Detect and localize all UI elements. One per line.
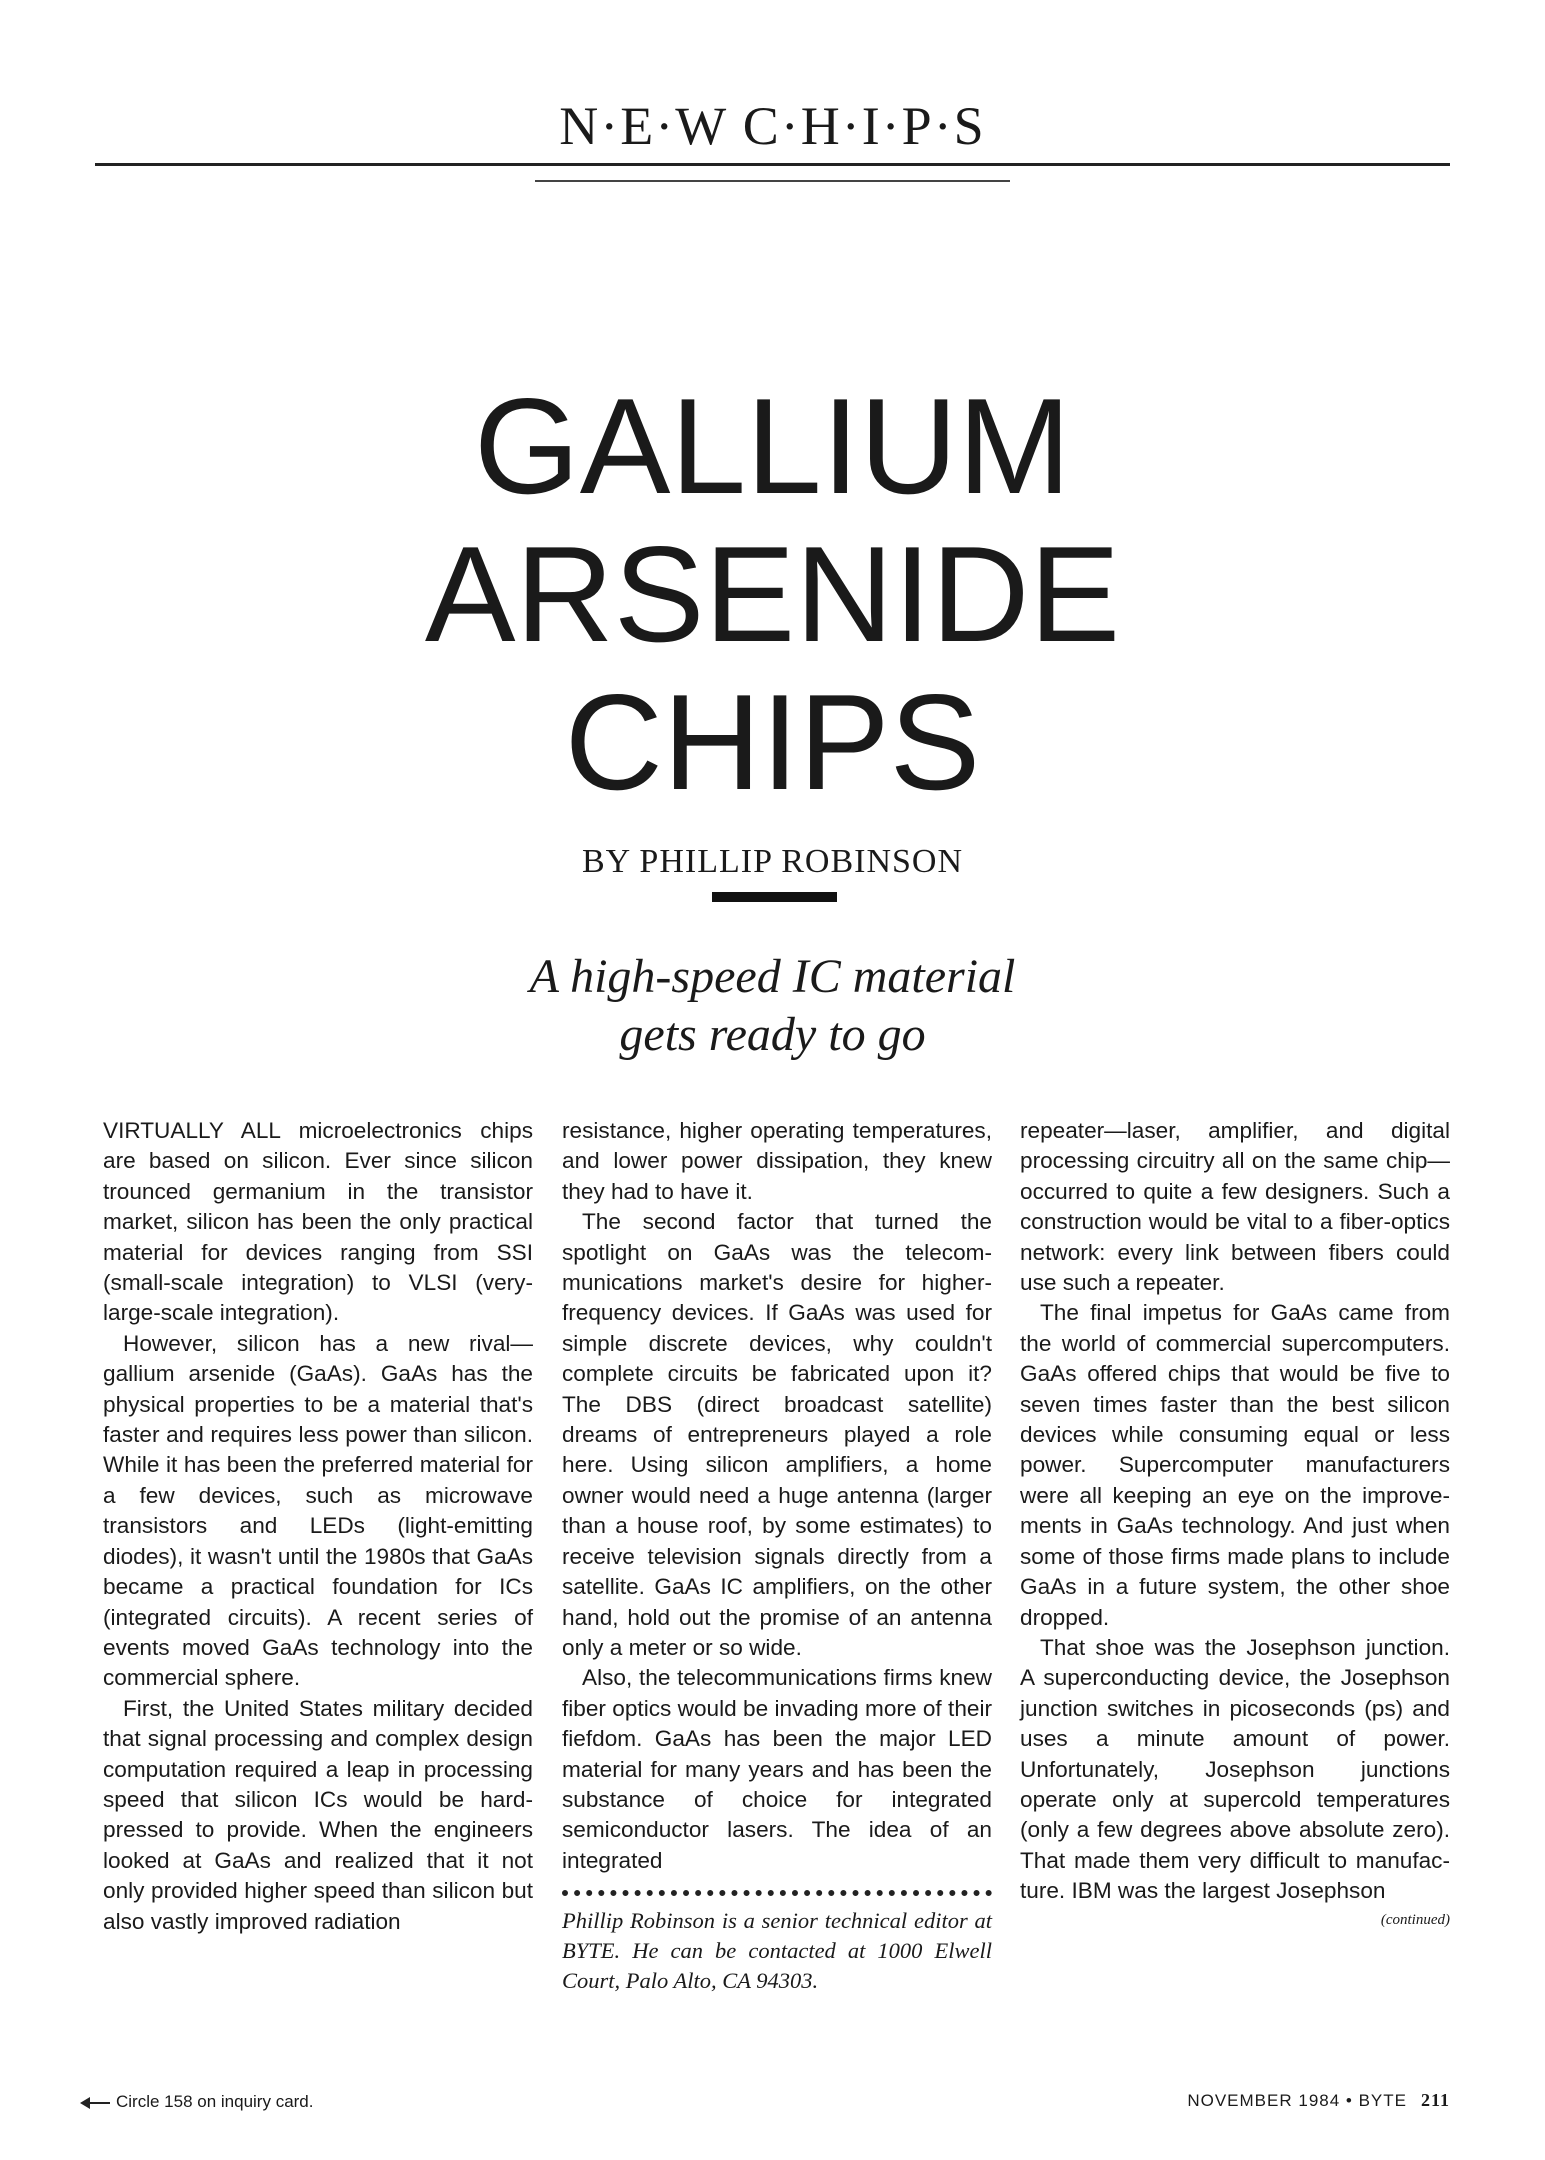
- deck-line-1: A high-speed IC material: [529, 950, 1016, 1003]
- author-bio: Phillip Robinson is a senior technical editor at BYTE. He can be contacted at 1000 Elwell Court, Palo Alto, CA 94303.: [562, 1908, 992, 1994]
- paragraph: That shoe was the Josephson junction. A superconducting device, the Josephson junction switches in picoseconds (ps) and uses a minute amount of power. Unfortunately, Josephson junctions operate only at supercold temperatures (only a few degrees above absolute zero). That made them very difficult to manufacture. IBM was the largest Josephson: [1020, 1634, 1450, 1904]
- article-title: [0, 372, 1545, 816]
- bio-divider: [562, 1890, 992, 1896]
- column-2: [562, 1116, 992, 1996]
- column-3: [1020, 1116, 1450, 1931]
- column-1: [103, 1116, 533, 1937]
- paragraph: VIRTUALLY ALL microelectronics chips are based on silicon. Ever since silicon trounced germanium in the transistor market, silicon has been the only practical material for devices ranging from SSI (small-scale integration) to VLSI (very-large-scale integration).: [103, 1118, 533, 1326]
- continued-label: (continued): [1380, 1911, 1450, 1928]
- paragraph: Also, the telecommunications firms knew fiber optics would be invading more of their fiefdom. GaAs has been the major LED material for many years and has been the substance of choice for integrated semiconductor lasers. The idea of an integrated: [562, 1665, 992, 1873]
- title-line-1: GALLIUM: [473, 370, 1072, 522]
- title-line-3: CHIPS: [564, 666, 981, 818]
- byline: BY PHILLIP ROBINSON: [581, 843, 964, 880]
- arrow-left-icon: [82, 2102, 110, 2104]
- header-rule: [95, 163, 1450, 166]
- footer-folio: [1187, 2090, 1450, 2111]
- footer-issue: NOVEMBER 1984 • BYTE: [1187, 2091, 1407, 2110]
- header-underline: [535, 180, 1010, 182]
- title-line-2: ARSENIDE: [424, 518, 1121, 670]
- paragraph: resistance, higher operating temperatures, and lower power dissipation, they knew they had to have it.: [562, 1118, 992, 1204]
- deck-line-2: gets ready to go: [619, 1008, 926, 1061]
- paragraph: The second factor that turned the spotlight on GaAs was the telecommunications market's desire for higher-frequency devices. If GaAs was used for simple discrete devices, why couldn't complete circuits be fabricated upon it? The DBS (direct broadcast satellite) dreams of entrepreneurs played a role here. Using silicon amplifiers, a home owner would need a huge antenna (larger than a house roof, by some estimates) to receive television signals directly from a satellite. GaAs IC amplifiers, on the other hand, hold out the promise of an antenna only a meter or so wide.: [562, 1209, 992, 1660]
- page-number: 211: [1420, 2090, 1450, 2110]
- section-header: N·E·W C·H·I·P·S: [559, 96, 986, 156]
- paragraph: However, silicon has a new rival— gallium arsenide (GaAs). GaAs has the physical properties to be a material that's faster and requires less power than silicon. While it has been the preferred material for a few devices, such as microwave transistors and LEDs (light-emitting diodes), it wasn't until the 1980s that GaAs became a practical foundation for ICs (integrated circuits). A recent series of events moved GaAs technology into the commercial sphere.: [103, 1330, 533, 1691]
- paragraph: First, the United States military decided that signal processing and complex design computation required a leap in processing speed that silicon ICs would be hard-pressed to provide. When the engineers looked at GaAs and realized that it not only provided higher speed than silicon but also vastly improved radiation: [103, 1695, 533, 1934]
- paragraph: repeater—laser, amplifier, and digital processing circuitry all on the same chip—occurred to quite a few designers. Such a construction would be vital to a fiber-optics network: every link between fibers could use such a repeater.: [1020, 1118, 1450, 1296]
- footer-inquiry-text: Circle 158 on inquiry card.: [116, 2092, 314, 2111]
- paragraph: The final impetus for GaAs came from the world of commercial supercomputers. GaAs offered chips that would be five to seven times faster than the best silicon devices while consuming equal or less power. Supercomputer manufacturers were all keeping an eye on the improvements in GaAs technology. And just when some of those firms made plans to include GaAs in a future system, the other shoe dropped.: [1020, 1300, 1450, 1630]
- footer-inquiry: [82, 2092, 313, 2112]
- byline-bar: [712, 892, 837, 902]
- deck: [0, 948, 1545, 1064]
